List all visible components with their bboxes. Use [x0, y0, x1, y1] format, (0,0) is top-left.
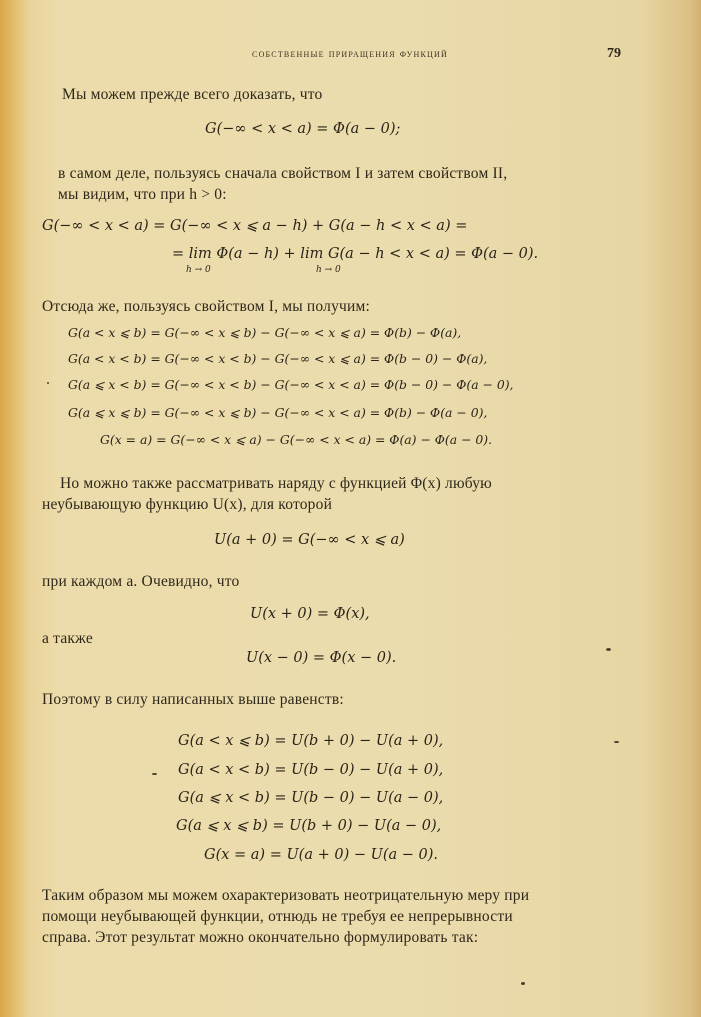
equation: U(a + 0) = G(−∞ < x ⩽ a) [214, 532, 405, 548]
equation-line: G(a < x ⩽ b) = U(b + 0) − U(a + 0), [178, 733, 444, 749]
equation-line: G(a ⩽ x < b) = G(−∞ < x < b) − G(−∞ < x < a) = Φ(b − 0) − Φ(a − 0), [68, 377, 514, 392]
paper-speck [521, 982, 525, 985]
paragraph-line: помощи неубывающей функции, отнюдь не требуя ее непрерывности [42, 908, 513, 925]
paper-speck [614, 741, 619, 743]
paper-speck [47, 382, 49, 384]
limit-subscript: h → 0 [186, 265, 211, 275]
paragraph: Отсюда же, пользуясь свойством I, мы получим: [42, 298, 371, 315]
paper-speck [606, 648, 611, 651]
paragraph-line: в самом деле, пользуясь сначала свойством I и затем свойством II, [58, 165, 508, 182]
equation-line: G(a ⩽ x < b) = U(b − 0) − U(a − 0), [178, 790, 444, 806]
limit-subscript: h → 0 [316, 265, 341, 275]
equation-line: G(a ⩽ x ⩽ b) = G(−∞ < x ⩽ b) − G(−∞ < x < a) = Φ(b) − Φ(a − 0), [68, 405, 488, 420]
paper-speck [152, 773, 157, 775]
equation-line: G(a < x < b) = G(−∞ < x < b) − G(−∞ < x ⩽ a) = Φ(b − 0) − Φ(a), [68, 351, 488, 366]
equation: G(−∞ < x < a) = Φ(a − 0); [205, 121, 401, 137]
equation-line: G(a < x < b) = U(b − 0) − U(a + 0), [178, 762, 444, 778]
page-number: 79 [607, 46, 621, 61]
equation-line: = lim Φ(a − h) + lim G(a − h < x < a) = Φ(a − 0). [172, 246, 539, 262]
running-title: собственные приращения функций [252, 48, 448, 60]
paragraph-line: Таким образом мы можем охарактеризовать неотрицательную меру при [42, 887, 530, 904]
paragraph: а также [42, 630, 93, 647]
equation: U(x + 0) = Φ(x), [250, 606, 370, 622]
equation-line: G(−∞ < x < a) = G(−∞ < x ⩽ a − h) + G(a − h < x < a) = [42, 218, 468, 234]
paragraph-line: Но можно также рассматривать наряду с функцией Φ(x) любую [60, 475, 492, 492]
paragraph: Поэтому в силу написанных выше равенств: [42, 691, 344, 708]
equation-line: G(a ⩽ x ⩽ b) = U(b + 0) − U(a − 0), [176, 818, 442, 834]
paragraph-line: мы видим, что при h > 0: [58, 186, 227, 203]
paragraph: при каждом a. Очевидно, что [42, 573, 240, 590]
equation-line: G(x = a) = G(−∞ < x ⩽ a) − G(−∞ < x < a) = Φ(a) − Φ(a − 0). [100, 432, 493, 447]
paragraph-line: неубывающую функцию U(x), для которой [42, 496, 333, 513]
paragraph: Мы можем прежде всего доказать, что [62, 86, 323, 103]
equation-line: G(a < x ⩽ b) = G(−∞ < x ⩽ b) − G(−∞ < x ⩽ a) = Φ(b) − Φ(a), [68, 325, 462, 340]
equation-line: G(x = a) = U(a + 0) − U(a − 0). [204, 847, 438, 863]
paragraph-line: справа. Этот результат можно окончательно формулировать так: [42, 929, 479, 946]
equation: U(x − 0) = Φ(x − 0). [246, 650, 397, 666]
